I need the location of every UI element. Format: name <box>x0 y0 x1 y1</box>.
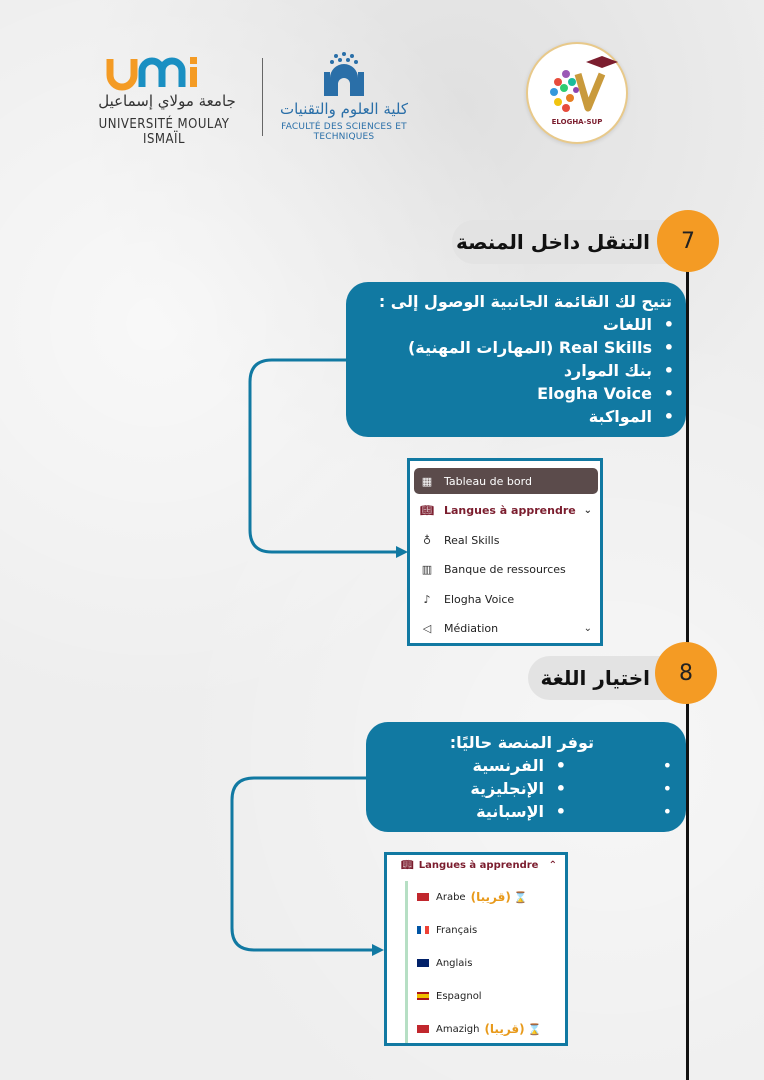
coming-soon-label: (قريبا) <box>484 1022 525 1036</box>
book-icon: 📖︎ <box>420 503 434 517</box>
chevron-down-icon: ⌄ <box>583 504 592 516</box>
language-label-arabe: Arabe <box>436 891 466 903</box>
step8-connector <box>232 778 372 950</box>
lightbulb-icon: ♁ <box>422 533 432 547</box>
chevron-down-icon: ⌄ <box>583 622 592 634</box>
step7-intro: تتيح لك القائمة الجانبية الوصول إلى : <box>378 292 672 311</box>
step7-number-badge: 7 <box>657 210 719 272</box>
hourglass-icon: ⌛ <box>513 890 528 904</box>
grid-icon: ▦ <box>421 474 433 488</box>
step8-title: اختيار اللغة <box>540 666 650 690</box>
step8-item-spanish: • الإسبانية <box>470 800 544 823</box>
fst-french-name: FACULTÉ DES SCIENCES ET TECHNIQUES <box>281 122 407 142</box>
chevron-up-icon: ⌃ <box>548 860 557 871</box>
language-label-amazigh: Amazigh <box>436 1023 480 1035</box>
step8-arrowhead <box>372 944 384 956</box>
step8-bullet-3: • <box>662 802 672 821</box>
step8-bullet-2: • <box>662 779 672 798</box>
step8-number-badge: 8 <box>655 642 717 704</box>
menu-label-resources: Banque de ressources <box>444 562 566 576</box>
step8-bullet-1: • <box>662 756 672 775</box>
library-icon: ▥ <box>421 562 433 576</box>
umi-french-name: UNIVERSITÉ MOULAY ISMAÏL <box>98 117 230 147</box>
menu-label-real-skills: Real Skills <box>444 533 500 547</box>
step7-item-voice: • Elogha Voice <box>408 382 652 405</box>
microphone-icon: ♪ <box>423 592 431 606</box>
step7-connector <box>250 360 396 552</box>
language-label-anglais: Anglais <box>436 957 473 969</box>
languages-menu-header-label: Langues à apprendre <box>418 860 539 871</box>
step7-item-mediation: • المواكبة <box>408 405 652 428</box>
step7-title: التنقل داخل المنصة <box>455 230 650 254</box>
hourglass-icon: ⌛ <box>527 1022 542 1036</box>
language-label-espagnol: Espagnol <box>436 990 482 1002</box>
step8-intro: توفر المنصة حاليًا: <box>449 733 594 752</box>
umi-arabic-name: جامعة مولاي إسماعيل <box>98 92 236 110</box>
menu-label-voice: Elogha Voice <box>444 592 515 606</box>
step7-item-languages: • اللغات <box>408 313 652 336</box>
menu-label-dashboard: Tableau de bord <box>444 474 532 488</box>
menu-label-languages: Langues à apprendre <box>444 503 576 517</box>
book-icon: 📖︎ <box>401 860 414 871</box>
step7-item-real-skills: • Real Skills (المهارات المهنية) <box>408 336 652 359</box>
fst-arabic-name: كلية العلوم والتقنيات <box>279 100 409 118</box>
step7-arrowhead <box>396 546 408 558</box>
step8-item-french: • الفرنسية <box>470 754 544 777</box>
coming-soon-label: (قريبا) <box>470 890 511 904</box>
step7-item-resources: • بنك الموارد <box>408 359 652 382</box>
step8-item-english: • الإنجليزية <box>470 777 544 800</box>
megaphone-icon: ◁ <box>422 621 432 635</box>
language-label-francais: Français <box>436 924 478 936</box>
elogha-logo-text: ELOGHA-SUP <box>551 118 603 126</box>
menu-label-mediation: Médiation <box>444 621 499 635</box>
